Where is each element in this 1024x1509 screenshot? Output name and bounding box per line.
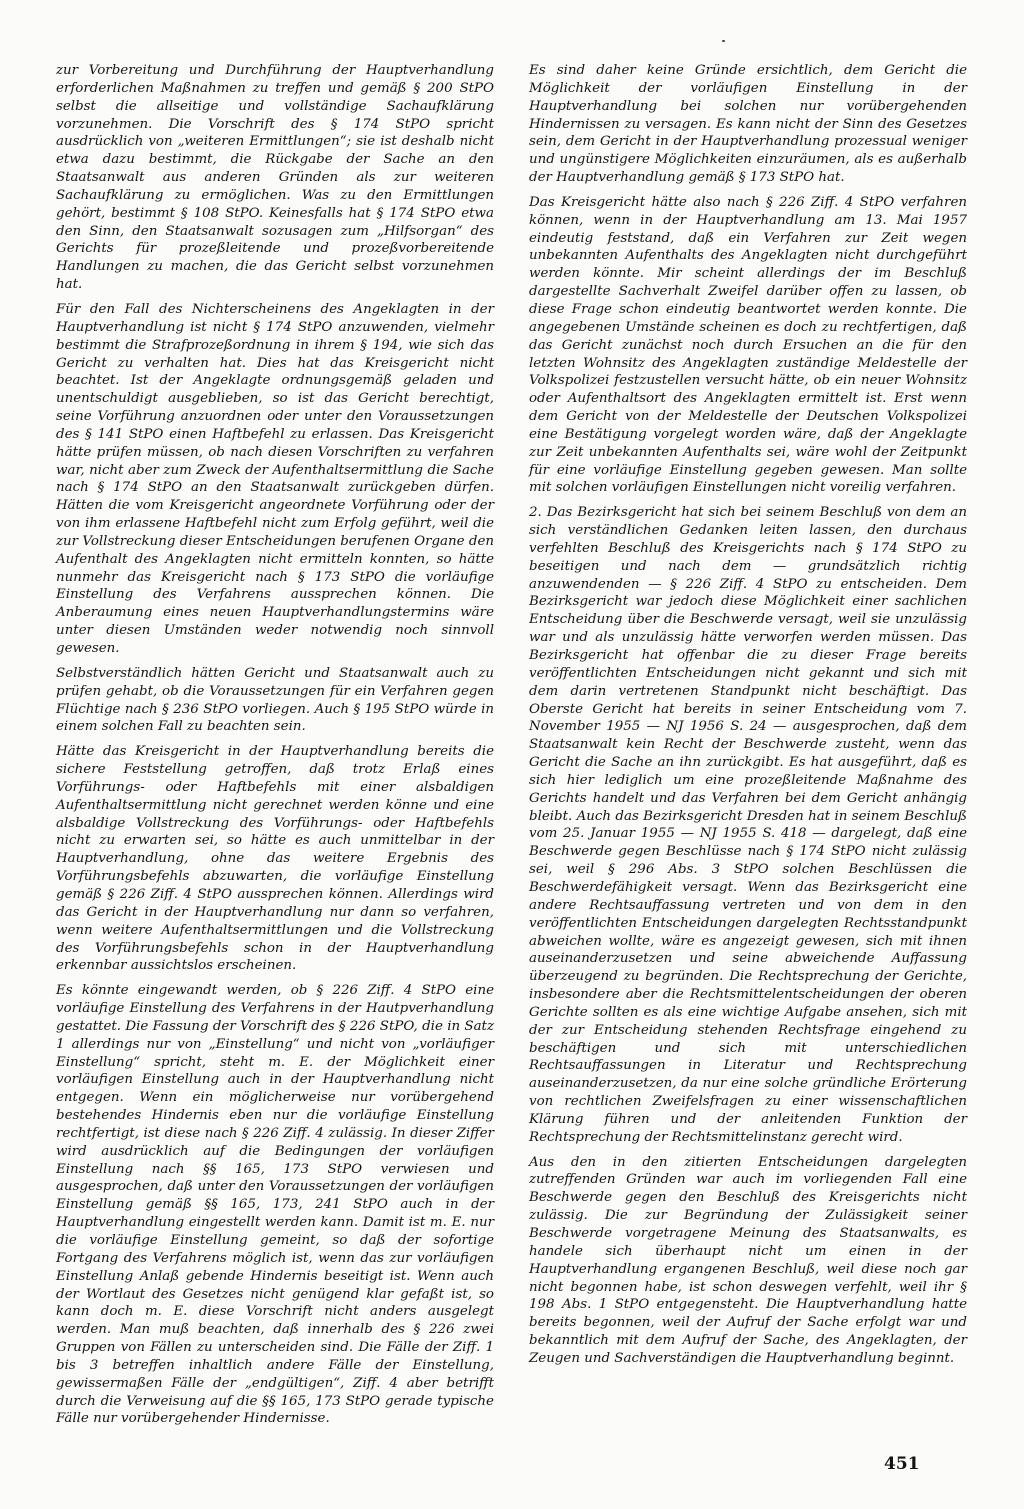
left-paragraph-1: zur Vorbereitung und Durchführung der Hauptverhandlung erforderlichen Maßnahmen zu treffen und gemäß § 200 StPO selbst die allseitige und vollständige Sachaufklärung vorzunehmen. Die Vorschrift des § 174 StPO spricht ausdrücklich von „weiteren Ermittlungen“; sie ist deshalb nicht etwa dazu bestimmt, die Rückgabe der Sache an den Staatsanwalt aus anderen Gründen als zur weiteren Sachaufklärung zu ermöglichen. Was zu den Ermittlungen gehört, bestimmt § 108 StPO. Keinesfalls hat § 174 StPO etwa den Sinn, den Staatsanwalt sozusagen zum „Hilfsorgan“ des Gerichts für prozeßleitende und prozeßvorbereitende Handlungen zu machen, die das Gericht selbst vorzunehmen hat. xyxy=(56,63,494,293)
left-paragraph-3: Selbstverständlich hätten Gericht und Staatsanwalt auch zu prüfen gehabt, ob die Voraussetzungen für ein Verfahren gegen Flüchtige nach § 236 StPO vorliegen. Auch § 195 StPO würde in einem solchen Fall zu beachten sein. xyxy=(56,665,494,735)
right-paragraph-3: 2. Das Bezirksgericht hat sich bei seinem Beschluß von dem an sich verständlichen Gedanken leiten lassen, den durchaus verfehlten Beschluß des Kreisgerichts nach § 174 StPO zu beseitigen und nach dem — grundsätzlich richtig anzuwendenden — § 226 Ziff. 4 StPO zu entscheiden. Dem Bezirksgericht war jedoch diese Möglichkeit einer sachlichen Entscheidung über die Beschwerde versagt, weil sie unzulässig war und als unzulässig hätte verworfen werden müssen. Das Bezirksgericht hat offenbar die zu dieser Frage bereits veröffentlichten Entscheidungen nicht gekannt und sich mit dem darin vertretenen Standpunkt nicht beschäftigt. Das Oberste Gericht hat bereits in seiner Entscheidung vom 7. November 1955 — NJ 1956 S. 24 — ausgesprochen, daß dem Staatsanwalt kein Recht der Beschwerde zusteht, wenn das Gericht die Sache an ihn zurückgibt. Es hat ausgeführt, daß es sich hier lediglich um eine prozeßleitende Maßnahme des Gerichts handelt und das Verfahren bei dem Gericht anhängig bleibt. Auch das Bezirksgericht Dresden hat in seinem Beschluß vom 25. Januar 1955 — NJ 1955 S. 418 — dargelegt, daß eine Beschwerde gegen Beschlüsse nach § 174 StPO nicht zulässig sei, weil § 296 Abs. 3 StPO solchen Beschlüssen die Beschwerdefähigkeit versagt. Wenn das Bezirksgericht eine andere Rechtsauffassung vertreten und von dem in den veröffentlichten Entscheidungen dargelegten Rechtsstandpunkt abweichen wollte, wäre es angezeigt gewesen, sich mit ihnen auseinanderzusetzen und seine abweichende Auffassung überzeugend zu begründen. Die Rechtsprechung der Gerichte, insbesondere aber die Rechtsmittelentscheidungen der oberen Gerichte sollten es als eine wichtige Aufgabe ansehen, sich mit der zur Entscheidung stehenden Rechtsfrage eingehend zu beschäftigen und sich mit unterschiedlichen Rechtsauffassungen in Literatur und Rechtsprechung auseinanderzusetzen, da nur eine solche gründliche Erörterung von rechtlichen Zweifelsfragen zu einer wissenschaftlichen Klärung führen und der anleitenden Funktion der Rechtsprechung der Rechtsmittelinstanz gerecht wird. xyxy=(529,505,967,1145)
right-paragraph-1: Es sind daher keine Gründe ersichtlich, dem Gericht die Möglichkeit der vorläufigen Einstellung in der Hauptverhandlung bei solchen nur vorübergehenden Hindernissen zu versagen. Es kann nicht der Sinn des Gesetzes sein, dem Gericht in der Hauptverhandlung prozessual weniger und ungünstigere Möglichkeiten einzuräumen, als es außerhalb der Hauptverhandlung gemäß § 173 StPO hat. xyxy=(529,63,967,186)
left-column xyxy=(56,62,494,1435)
right-paragraph-4: Aus den in den zitierten Entscheidungen dargelegten zutreffenden Gründen war auch im vorliegenden Fall eine Beschwerde gegen den Beschluß des Kreisgerichts nicht zulässig. Die zur Begründung der Zulässigkeit seiner Beschwerde vorgetragene Meinung des Staatsanwalts, es handele sich überhaupt nicht um einen in der Hauptverhandlung ergangenen Beschluß, weil diese noch gar nicht begonnen habe, ist schon deswegen verfehlt, weil ihr § 198 Abs. 1 StPO entgegensteht. Die Hauptverhandlung hatte bereits begonnen, weil der Aufruf der Sache erfolgt war und bekanntlich mit dem Aufruf der Sache, des Angeklagten, der Zeugen und Sachverständigen die Hauptverhandlung beginnt. xyxy=(529,1154,967,1366)
left-paragraph-5: Es könnte eingewandt werden, ob § 226 Ziff. 4 StPO eine vorläufige Einstellung des Verfahrens in der Hautpverhandlung gestattet. Die Fassung der Vorschrift des § 226 StPO, die in Satz 1 allerdings nur von „Einstellung“ und nicht von „vorläufiger Einstellung“ spricht, steht m. E. der Möglichkeit einer vorläufigen Einstellung auch in der Hauptverhandlung nicht entgegen. Wenn ein möglicherweise nur vorübergehend bestehendes Hindernis eben nur die vorläufige Einstellung rechtfertigt, ist diese nach § 226 Ziff. 4 zulässig. In dieser Ziffer wird ausdrücklich auf die Bedingungen der vorläufigen Einstellung nach §§ 165, 173 StPO verwiesen und ausgesprochen, daß unter den Voraussetzungen der vorläufigen Einstellung gemäß §§ 165, 173, 241 StPO auch in der Hauptverhandlung eingestellt werden kann. Damit ist m. E. nur die vorläufige Einstellung gemeint, so daß der sofortige Fortgang des Verfahrens möglich ist, wenn das zur vorläufigen Einstellung Anlaß gebende Hindernis beseitigt ist. Wenn auch der Wortlaut des Gesetzes nicht genügend klar gefaßt ist, so kann doch m. E. diese Vorschrift nicht anders ausgelegt werden. Man muß beachten, daß innerhalb des § 226 zwei Gruppen von Fällen zu unterscheiden sind. Die Fälle der Ziff. 1 bis 3 betreffen inhaltlich andere Fälle der Einstellung, gewissermaßen Fälle der „endgültigen“, Ziff. 4 aber betrifft durch die Verweisung auf die §§ 165, 173 StPO gerade typische Fälle nur vorübergehender Hindernisse. xyxy=(56,983,494,1427)
print-speck xyxy=(722,40,725,42)
left-paragraph-4: Hätte das Kreisgericht in der Hauptverhandlung bereits die sichere Feststellung getroffen, daß trotz Erlaß eines Vorführungs- oder Haftbefehls mit einer alsbaldigen Aufenthaltsermittlung nicht gerechnet werden könne und eine alsbaldige Vollstreckung des Vorführungs- oder Haftbefehls nicht zu erwarten sei, so hätte es auch unmittelbar in der Hauptverhandlung, ohne das weitere Ergebnis des Vorführungsbefehls abzuwarten, die vorläufige Einstellung gemäß § 226 Ziff. 4 StPO aussprechen können. Allerdings wird das Gericht in der Hauptverhandlung nur dann so verfahren, wenn weitere Aufenthaltsermittlungen und die Vollstreckung des Vorführungsbefehls schon in der Hauptverhandlung erkennbar aussichtslos erscheinen. xyxy=(56,744,494,974)
right-paragraph-2: Das Kreisgericht hätte also nach § 226 Ziff. 4 StPO verfahren können, wenn in der Hauptverhandlung am 13. Mai 1957 eindeutig feststand, daß ein Verfahren zur Zeit wegen unbekannten Aufenthalts des Angeklagten nicht durchgeführt werden könnte. Mir scheint allerdings der im Beschluß dargestellte Sachverhalt Zweifel darüber offen zu lassen, ob diese Frage schon eindeutig beantwortet werden konnte. Die angegebenen Umstände scheinen es doch zu rechtfertigen, daß das Gericht zunächst noch durch Ersuchen an die für den letzten Wohnsitz des Angeklagten zuständige Meldestelle der Volkspolizei festzustellen versucht hätte, ob ein neuer Wohnsitz oder Aufenthaltsort des Angeklagten ermittelt ist. Erst wenn dem Gericht von der Meldestelle der Deutschen Volkspolizei eine Bestätigung vorgelegt worden wäre, daß der Angeklagte zur Zeit unbekannten Aufenthalts sei, wäre wohl der Zeitpunkt für eine vorläufige Einstellung gegeben gewesen. Man sollte mit solchen vorläufigen Einstellungen nicht voreilig verfahren. xyxy=(529,194,967,496)
right-column xyxy=(529,62,967,1375)
left-paragraph-2: Für den Fall des Nichterscheinens des Angeklagten in der Hauptverhandlung ist nicht § 174 StPO anzuwenden, vielmehr bestimmt die Strafprozeßordnung in ihrem § 194, wie sich das Gericht zu verhalten hat. Dies hat das Kreisgericht nicht beachtet. Ist der Angeklagte ordnungsgemäß geladen und unentschuldigt ausgeblieben, so ist das Gericht berechtigt, seine Vorführung anzuordnen oder unter den Voraussetzungen des § 141 StPO einen Haftbefehl zu erlassen. Das Kreisgericht hätte prüfen müssen, ob nach diesen Vorschriften zu verfahren war, nicht aber zum Zweck der Aufenthaltsermittlung die Sache nach § 174 StPO an den Staatsanwalt zurückgeben dürfen. Hätten die vom Kreisgericht angeordnete Vorführung oder der von ihm erlassene Haftbefehl nicht zum Erfolg geführt, weil die zur Vollstreckung dieser Entscheidungen berufenen Organe den Aufenthalt des Angeklagten nicht ermitteln konnten, so hätte nunmehr das Kreisgericht nach § 173 StPO die vorläufige Einstellung des Verfahrens aussprechen können. Die Anberaumung eines neuen Hauptverhandlungstermins wäre unter diesen Umständen weder notwendig noch sinnvoll gewesen. xyxy=(56,301,494,656)
page-number: 451 xyxy=(884,1454,920,1474)
